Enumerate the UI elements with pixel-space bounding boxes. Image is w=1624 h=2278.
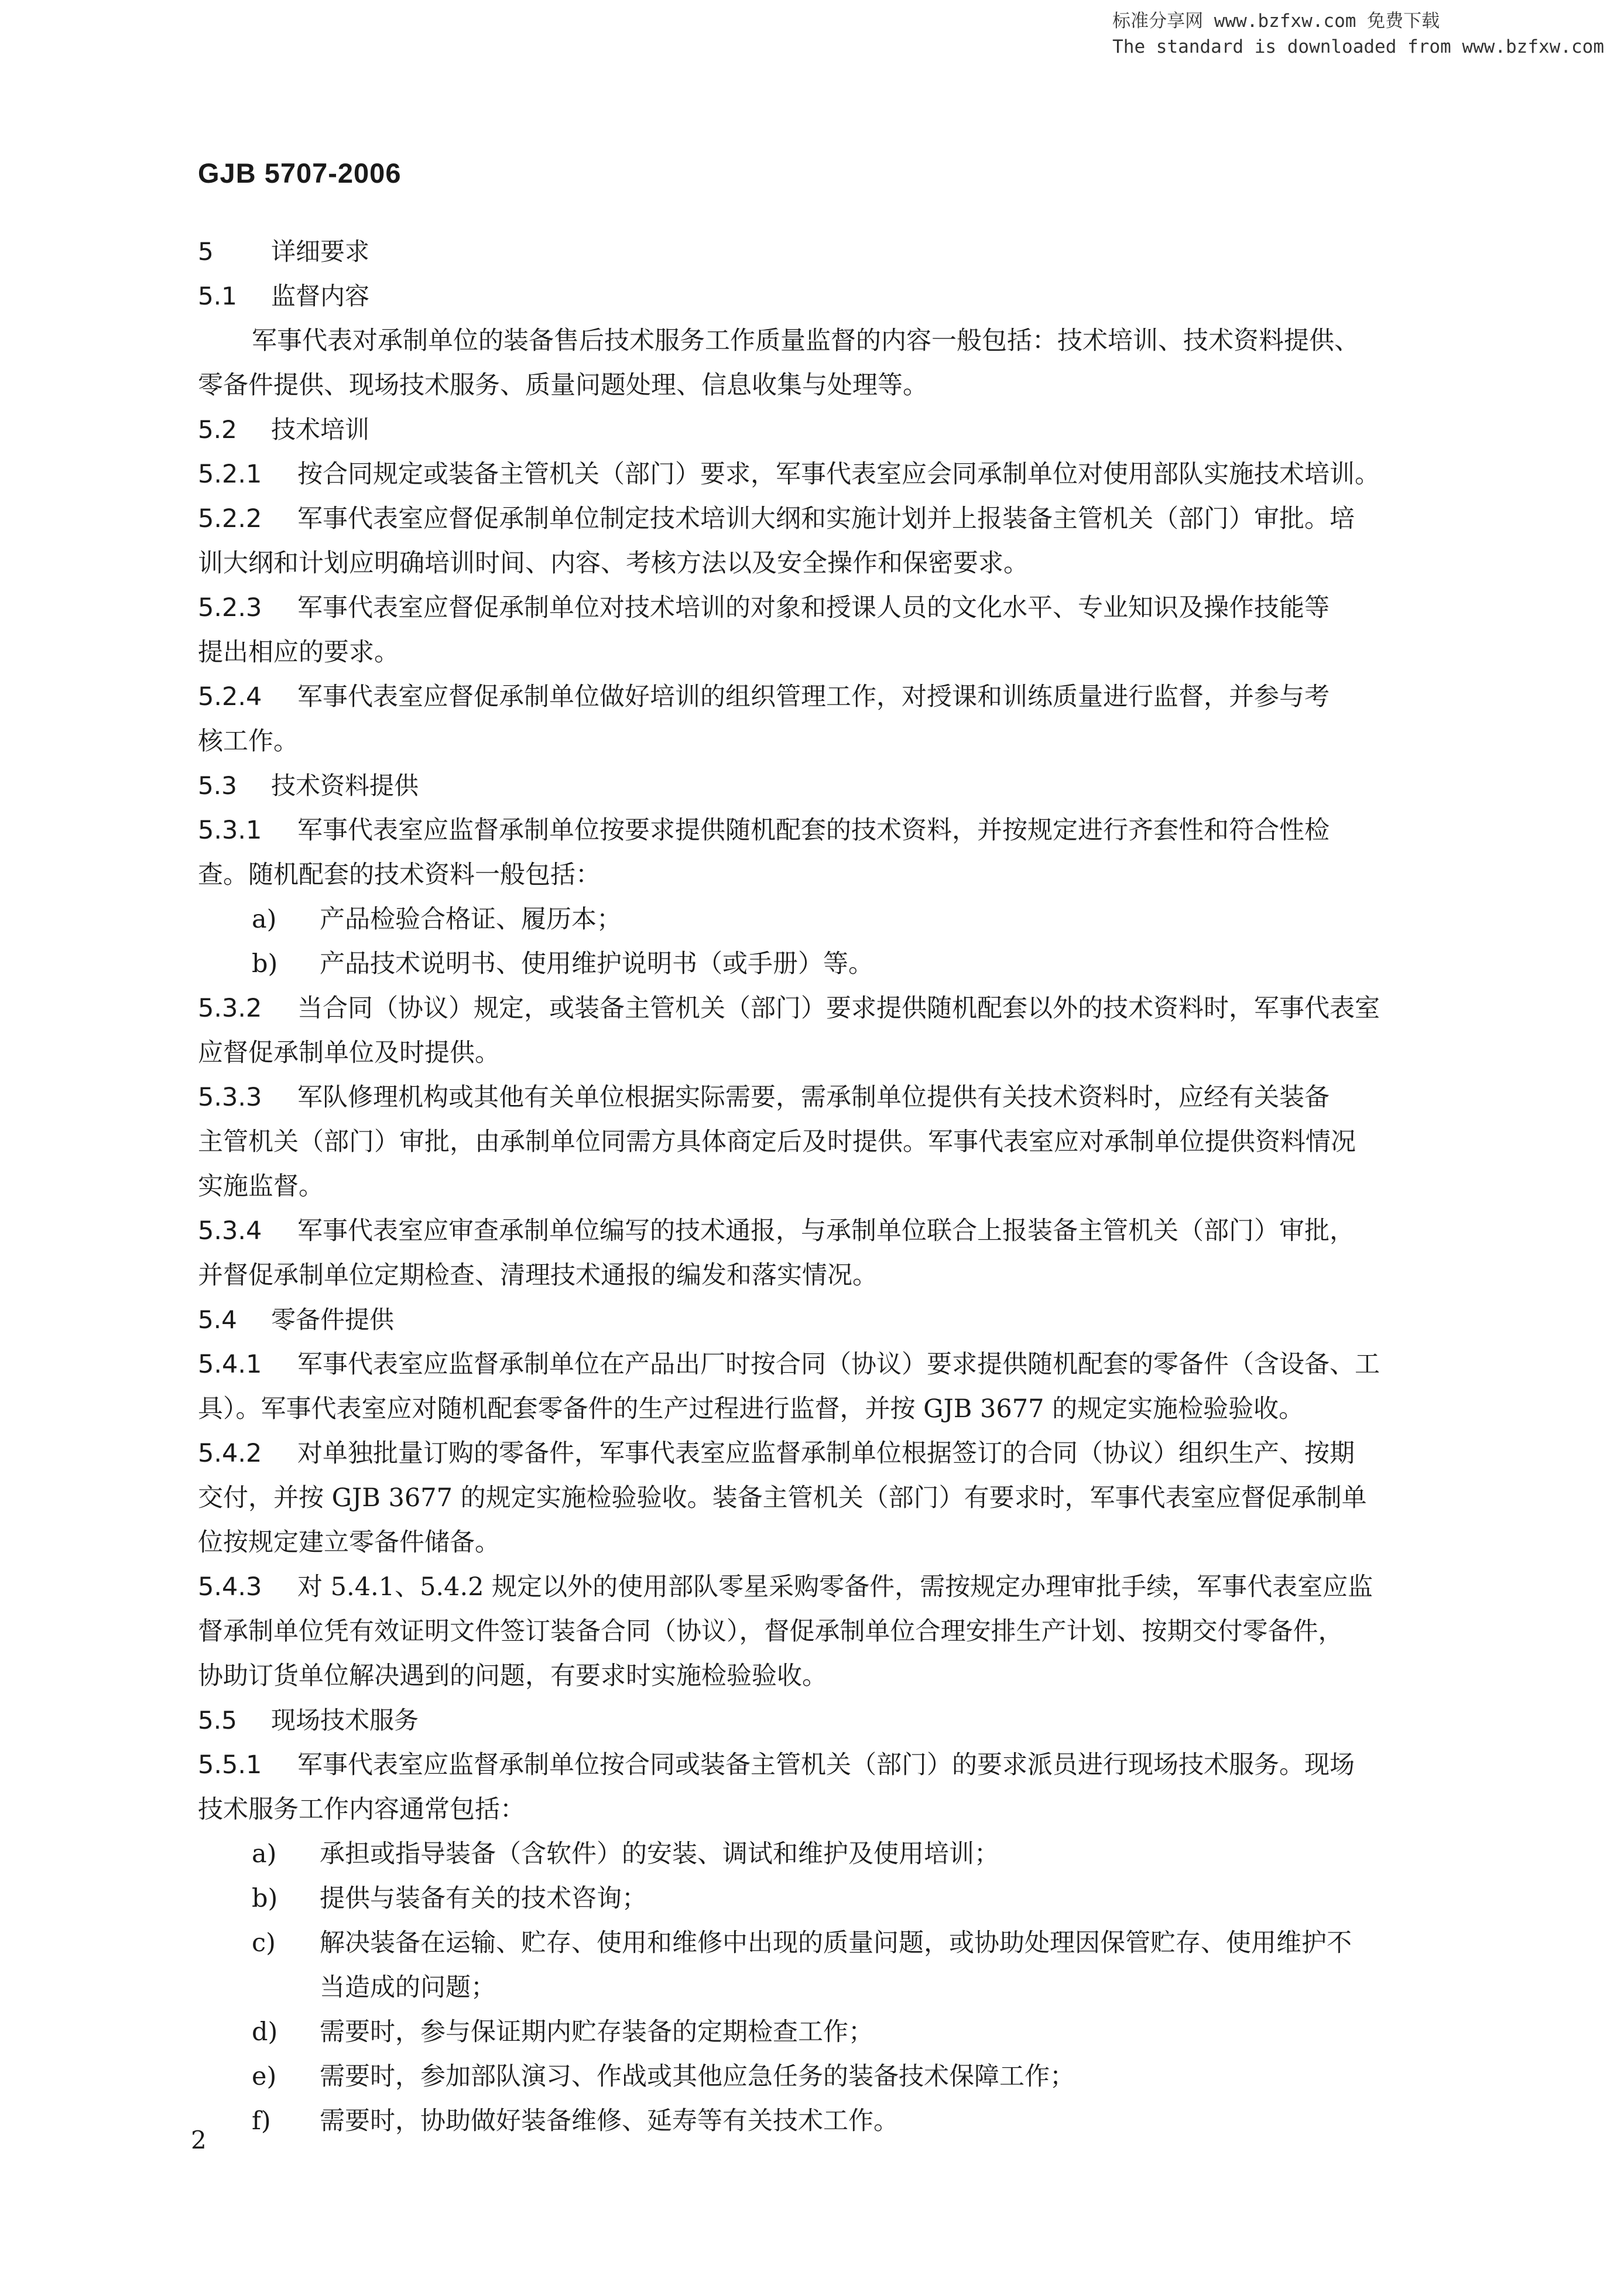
list-item-label: e) — [252, 2062, 277, 2091]
list-item — [198, 1921, 1474, 1965]
list-item-text: 产品检验合格证、履历本； — [320, 905, 622, 934]
clause-number: 5.5.1 — [198, 1750, 262, 1780]
clause-text: 军事代表室应监督承制单位按合同或装备主管机关（部门）的要求派员进行现场技术服务。现场 — [297, 1750, 1355, 1780]
document-body — [198, 230, 1474, 2143]
list-item-text: 承担或指导装备（含软件）的安装、调试和维护及使用培训； — [320, 1839, 999, 1869]
section-title: 零备件提供 — [271, 1305, 395, 1334]
clause-number: 5.2.3 — [198, 593, 262, 622]
paragraph-line: 主管机关（部门）审批，由承制单位同需方具体商定后及时提供。军事代表室应对承制单位提供资料情况 — [198, 1127, 1356, 1157]
paragraph-line: 并督促承制单位定期检查、清理技术通报的编发和落实情况。 — [198, 1261, 878, 1290]
standard-code: GJB 5707-2006 — [198, 158, 402, 189]
page-number: 2 — [191, 2126, 207, 2154]
clause-5-5-1 — [198, 1743, 1474, 1787]
clause-text: 军队修理机构或其他有关单位根据实际需要，需承制单位提供有关技术资料时，应经有关装备 — [297, 1083, 1330, 1112]
clause-text: 军事代表室应督促承制单位对技术培训的对象和授课人员的文化水平、专业知识及操作技能等 — [297, 593, 1330, 622]
clause-text: 军事代表室应督促承制单位制定技术培训大纲和实施计划并上报装备主管机关（部门）审批。培 — [297, 504, 1355, 533]
list-item-label: d) — [252, 2017, 278, 2047]
list-item — [198, 2054, 1474, 2099]
clause-5-4-1 — [198, 1342, 1474, 1387]
section-title: 技术资料提供 — [271, 771, 419, 800]
section-number: 5.4 — [198, 1305, 237, 1334]
watermark-line-1: 标准分享网 www.bzfxw.com 免费下载 — [1112, 11, 1440, 32]
section-number: 5 — [198, 237, 214, 266]
clause-number: 5.3.3 — [198, 1083, 262, 1112]
paragraph-line: 应督促承制单位及时提供。 — [198, 1038, 500, 1068]
watermark — [1112, 8, 1604, 60]
clause-number: 5.3.2 — [198, 994, 262, 1023]
paragraph-line: 提出相应的要求。 — [198, 638, 399, 667]
list-item-label: a) — [252, 1839, 277, 1869]
section-number: 5.3 — [198, 771, 237, 800]
clause-5-2-4 — [198, 675, 1474, 719]
paragraph-line: 实施监督。 — [198, 1172, 324, 1201]
section-number: 5.5 — [198, 1706, 237, 1735]
list-item — [198, 1876, 1474, 1921]
section-heading-5-3 — [198, 764, 1474, 808]
clause-number: 5.2.4 — [198, 682, 262, 712]
paragraph-line: 零备件提供、现场技术服务、质量问题处理、信息收集与处理等。 — [198, 371, 928, 400]
list-item-text: 需要时，参与保证期内贮存装备的定期检查工作； — [320, 2017, 873, 2047]
section-title: 技术培训 — [271, 415, 370, 444]
clause-text: 按合同规定或装备主管机关（部门）要求，军事代表室应会同承制单位对使用部队实施技术培训。 — [297, 460, 1380, 489]
clause-5-2-1 — [198, 452, 1474, 497]
section-number: 5.1 — [198, 282, 237, 310]
paragraph-line: 具）。军事代表室应对随机配套零备件的生产过程进行监督，并按 GJB 3677 的规定实施检验验收。 — [198, 1394, 1304, 1424]
section-heading-5-1 — [198, 274, 1474, 319]
list-item-label: b) — [252, 1884, 278, 1913]
clause-number: 5.4.3 — [198, 1572, 262, 1602]
clause-number: 5.3.4 — [198, 1216, 262, 1246]
list-item-label: c) — [252, 1928, 276, 1958]
clause-text: 军事代表室应审查承制单位编写的技术通报，与承制单位联合上报装备主管机关（部门）审批， — [297, 1216, 1355, 1246]
clause-number: 5.2.2 — [198, 504, 262, 533]
clause-text: 对单独批量订购的零备件，军事代表室应监督承制单位根据签订的合同（协议）组织生产、按期 — [297, 1439, 1355, 1468]
paragraph-line: 核工作。 — [198, 727, 299, 756]
list-item — [198, 1832, 1474, 1876]
clause-5-3-1 — [198, 808, 1474, 853]
list-item-continuation: 当造成的问题； — [320, 1973, 496, 2002]
section-heading-5 — [198, 230, 1474, 274]
clause-text: 当合同（协议）规定，或装备主管机关（部门）要求提供随机配套以外的技术资料时，军事代表室 — [297, 994, 1380, 1023]
clause-5-4-2 — [198, 1431, 1474, 1476]
paragraph-line: 军事代表对承制单位的装备售后技术服务工作质量监督的内容一般包括：技术培训、技术资料提供、 — [252, 326, 1359, 355]
clause-5-3-2 — [198, 986, 1474, 1031]
section-heading-5-2 — [198, 408, 1474, 452]
clause-5-3-4 — [198, 1209, 1474, 1253]
clause-number: 5.4.2 — [198, 1439, 262, 1468]
watermark-line-2: The standard is downloaded from www.bzfxw.com — [1112, 36, 1604, 57]
section-title: 详细要求 — [271, 237, 370, 266]
paragraph-line: 训大纲和计划应明确培训时间、内容、考核方法以及安全操作和保密要求。 — [198, 549, 1029, 578]
paragraph-line: 查。随机配套的技术资料一般包括： — [198, 860, 601, 890]
paragraph-line: 交付，并按 GJB 3677 的规定实施检验验收。装备主管机关（部门）有要求时，军事代表室应督促承制单 — [198, 1483, 1367, 1513]
list-item-text: 解决装备在运输、贮存、使用和维修中出现的质量问题，或协助处理因保管贮存、使用维护不 — [320, 1928, 1352, 1958]
list-item-text: 需要时，协助做好装备维修、延寿等有关技术工作。 — [320, 2106, 899, 2136]
list-item-label: f) — [252, 2106, 271, 2136]
clause-5-3-3 — [198, 1075, 1474, 1120]
paragraph-line: 督承制单位凭有效证明文件签订装备合同（协议），督促承制单位合理安排生产计划、按期交付零备件， — [198, 1617, 1344, 1646]
clause-number: 5.2.1 — [198, 460, 262, 489]
clause-text: 军事代表室应督促承制单位做好培训的组织管理工作，对授课和训练质量进行监督，并参与考 — [297, 682, 1330, 712]
paragraph-line: 位按规定建立零备件储备。 — [198, 1528, 500, 1557]
list-item-label: b) — [252, 949, 278, 979]
section-heading-5-5 — [198, 1698, 1474, 1743]
list-item — [198, 942, 1474, 986]
paragraph-line: 协助订货单位解决遇到的问题，有要求时实施检验验收。 — [198, 1661, 827, 1691]
list-item — [198, 2010, 1474, 2054]
section-heading-5-4 — [198, 1298, 1474, 1342]
clause-5-2-2 — [198, 497, 1474, 541]
clause-5-2-3 — [198, 586, 1474, 630]
clause-text: 军事代表室应监督承制单位在产品出厂时按合同（协议）要求提供随机配套的零备件（含设备、工 — [297, 1350, 1380, 1379]
clause-number: 5.3.1 — [198, 816, 262, 845]
list-item-text: 产品技术说明书、使用维护说明书（或手册）等。 — [320, 949, 873, 979]
section-title: 监督内容 — [271, 282, 370, 310]
list-item — [198, 897, 1474, 942]
list-item — [198, 2099, 1474, 2143]
list-item-label: a) — [252, 905, 277, 934]
clause-text: 对 5.4.1、5.4.2 规定以外的使用部队零星采购零备件，需按规定办理审批手续，军事代表室应监 — [297, 1572, 1373, 1602]
clause-number: 5.4.1 — [198, 1350, 262, 1379]
section-number: 5.2 — [198, 415, 237, 444]
list-item-text: 提供与装备有关的技术咨询； — [320, 1884, 647, 1913]
section-title: 现场技术服务 — [271, 1706, 419, 1735]
list-item-text: 需要时，参加部队演习、作战或其他应急任务的装备技术保障工作； — [320, 2062, 1075, 2091]
paragraph-line: 技术服务工作内容通常包括： — [198, 1795, 525, 1824]
clause-5-4-3 — [198, 1565, 1474, 1609]
clause-text: 军事代表室应监督承制单位按要求提供随机配套的技术资料，并按规定进行齐套性和符合性检 — [297, 816, 1330, 845]
